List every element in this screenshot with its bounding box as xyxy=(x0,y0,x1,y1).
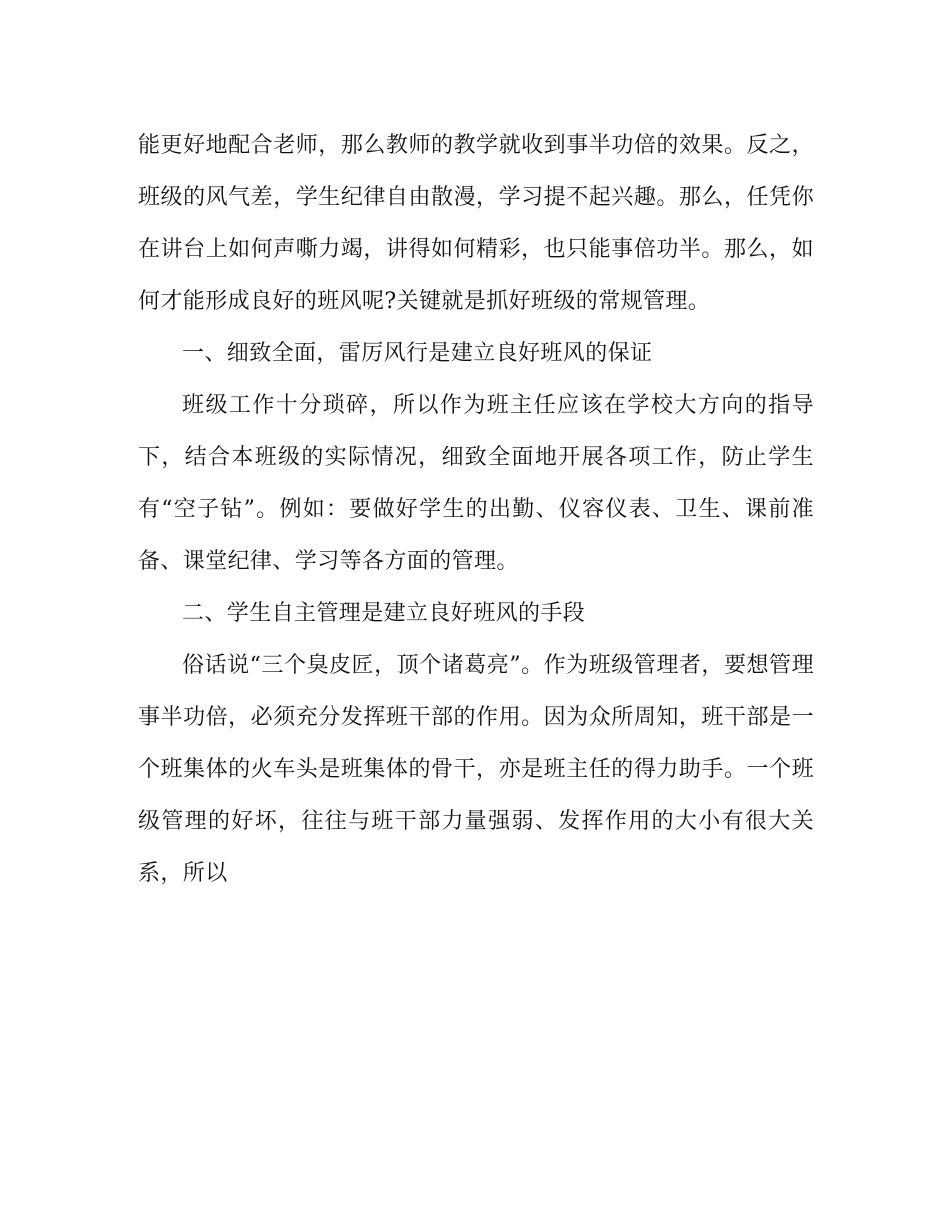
section-heading-2: 二、学生自主管理是建立良好班风的手段 xyxy=(182,601,586,626)
body-paragraph: 能更好地配合老师，那么教师的教学就收到事半功倍的效果。反之，班级的风气差，学生纪律自由散漫，学习提不起兴趣。那么，任凭你在讲台上如何声嘶力竭，讲得如何精彩，也只能事倍功半。那么，如何才能形成良好的班风呢?关键就是抓好班级的常规管理。 xyxy=(138,133,814,314)
document-body xyxy=(138,120,814,900)
body-paragraph: 班级工作十分琐碎，所以作为班主任应该在学校大方向的指导下，结合本班级的实际情况，细致全面地开展各项工作，防止学生有“空子钻”。例如：要做好学生的出勤、仪容仪表、卫生、课前准备、课堂纪律、学习等各方面的管理。 xyxy=(138,393,814,574)
body-paragraph: 俗话说“三个臭皮匠，顶个诸葛亮”。作为班级管理者，要想管理事半功倍，必须充分发挥班干部的作用。因为众所周知，班干部是一个班集体的火车头是班集体的骨干，亦是班主任的得力助手。一个班级管理的好坏，往往与班干部力量强弱、发挥作用的大小有很大关系，所以 xyxy=(138,653,814,886)
section-heading-1: 一、细致全面，雷厉风行是建立良好班风的保证 xyxy=(182,341,653,366)
